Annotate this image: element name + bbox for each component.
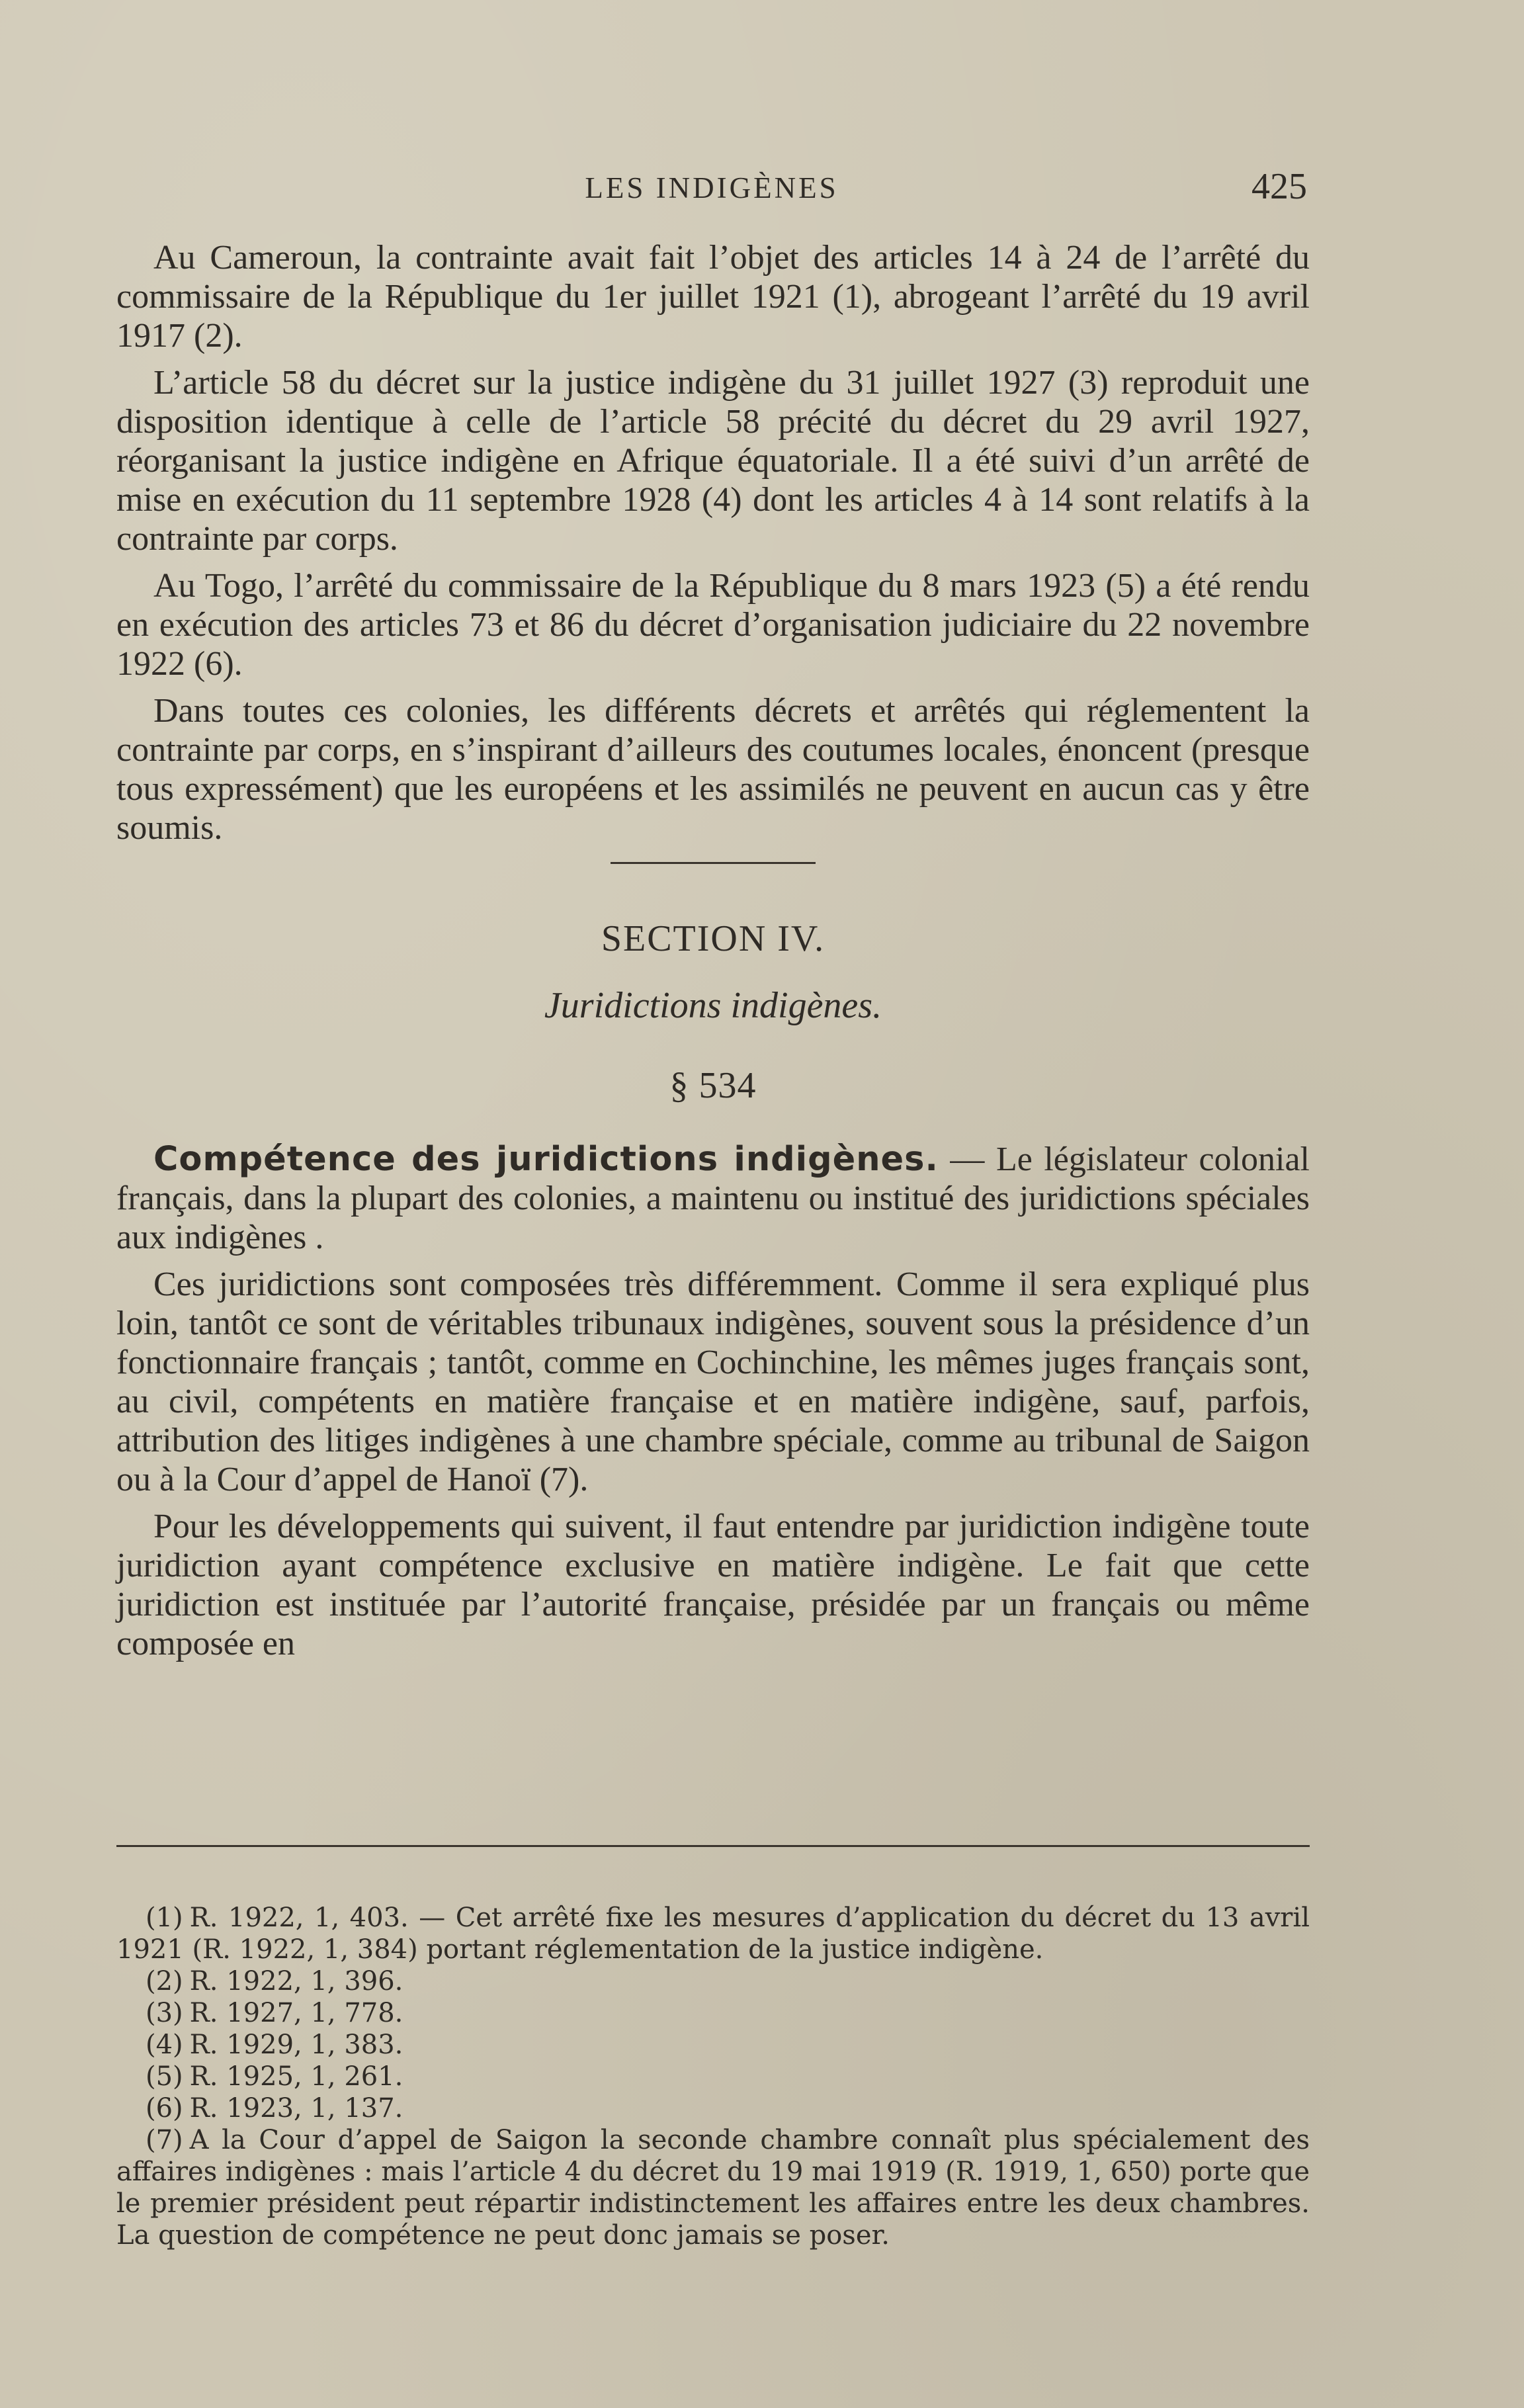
page-number: 425 [1251, 166, 1307, 207]
paragraph-text: — Le législateur colonial français, dans la plupart des colonies, a maintenu ou institué des juridictions spéciales aux indigènes . [116, 1140, 1310, 1256]
run-in-heading: Compétence des juridictions indigènes. [153, 1140, 939, 1179]
footnote-mark: (6) [146, 2093, 183, 2124]
footnote [116, 2061, 1310, 2092]
paragraph [116, 1140, 1310, 1257]
footnotes [116, 1902, 1310, 2251]
running-title: LES INDIGÈNES [585, 171, 839, 204]
paragraph-number: § 534 [669, 1065, 757, 1106]
paragraph: Pour les développements qui suivent, il faut entendre par juridiction indigène toute juridiction ayant compétence exclusive en matière indigène. Le fait que cette juridiction est instituée par l’autorité française, présidée par un français ou même composée en [116, 1508, 1310, 1662]
running-header [116, 165, 1307, 212]
paragraph: Dans toutes ces colonies, les différents décrets et arrêtés qui réglementent la contrainte par corps, en s’inspirant d’ailleurs des coutumes locales, énoncent (presque tous expressément) que les européens et les assimilés ne peuvent en aucun cas y être soumis. [116, 692, 1310, 847]
footnote-text: R. 1927, 1, 778. [189, 1998, 403, 2028]
main-text [116, 238, 1310, 1671]
footnote-rule [116, 1845, 1310, 1847]
footnote-mark: (4) [146, 2030, 183, 2060]
footnote-text: R. 1929, 1, 383. [189, 2030, 403, 2060]
paragraph: Ces juridictions sont composées très différemment. Comme il sera expliqué plus loin, tantôt ce sont de véritables tribunaux indigènes, souvent sous la présidence d’un fonctionnaire français ; tantôt, comme en Cochinchine, les mêmes juges français sont, au civil, compétents en matière française et en matière indigène, sauf, parfois, attribution des litiges indigènes à une chambre spéciale, comme au tribunal de Saigon ou à la Cour d’appel de Hanoï (7). [116, 1266, 1310, 1498]
paragraph: L’article 58 du décret sur la justice indigène du 31 juillet 1927 (3) reproduit une disposition identique à celle de l’article 58 précité du décret du 29 avril 1927, réorganisant la justice indigène en Afrique équatoriale. Il a été suivi d’un arrêté de mise en exécution du 11 septembre 1928 (4) dont les articles 4 à 14 sont relatifs à la contrainte par corps. [116, 364, 1310, 558]
footnote-mark: (5) [146, 2061, 183, 2092]
footnote [116, 1965, 1310, 1997]
footnote-text: R. 1922, 1, 403. — Cet arrêté fixe les mesures d’application du décret du 13 avril 1921 (R. 1922, 1, 384) portant réglementation de la justice indigène. [116, 1903, 1310, 1965]
footnote [116, 2092, 1310, 2124]
footnote [116, 1902, 1310, 1965]
footnote-mark: (2) [146, 1966, 183, 1997]
footnote-text: A la Cour d’appel de Saigon la seconde chambre connaît plus spécialement des affaires indigènes : mais l’article 4 du décret du 19 mai 1919 (R. 1919, 1, 650) porte que le premier président peut répartir indistinctement les affaires entre les deux chambres. La question de compétence ne peut donc jamais se poser. [116, 2125, 1310, 2251]
section-subtitle: Juridictions indigènes. [544, 985, 882, 1026]
footnote [116, 1997, 1310, 2029]
footnote [116, 2029, 1310, 2061]
footnote-mark: (7) [146, 2125, 183, 2155]
footnote-text: R. 1922, 1, 396. [189, 1966, 403, 1997]
footnote-mark: (3) [146, 1998, 183, 2028]
section-heading: SECTION IV. [601, 918, 826, 959]
footnote-text: R. 1923, 1, 137. [189, 2093, 403, 2124]
footnote-mark: (1) [146, 1903, 183, 1933]
paragraph: Au Togo, l’arrêté du commissaire de la République du 8 mars 1923 (5) a été rendu en exécution des articles 73 et 86 du décret d’organisation judiciaire du 22 novembre 1922 (6). [116, 567, 1310, 683]
footnote [116, 2124, 1310, 2251]
separator-rule [611, 862, 816, 864]
footnote-text: R. 1925, 1, 261. [189, 2061, 403, 2092]
paragraph: Au Cameroun, la contrainte avait fait l’objet des articles 14 à 24 de l’arrêté du commissaire de la République du 1er juillet 1921 (1), abrogeant l’arrêté du 19 avril 1917 (2). [116, 239, 1310, 355]
